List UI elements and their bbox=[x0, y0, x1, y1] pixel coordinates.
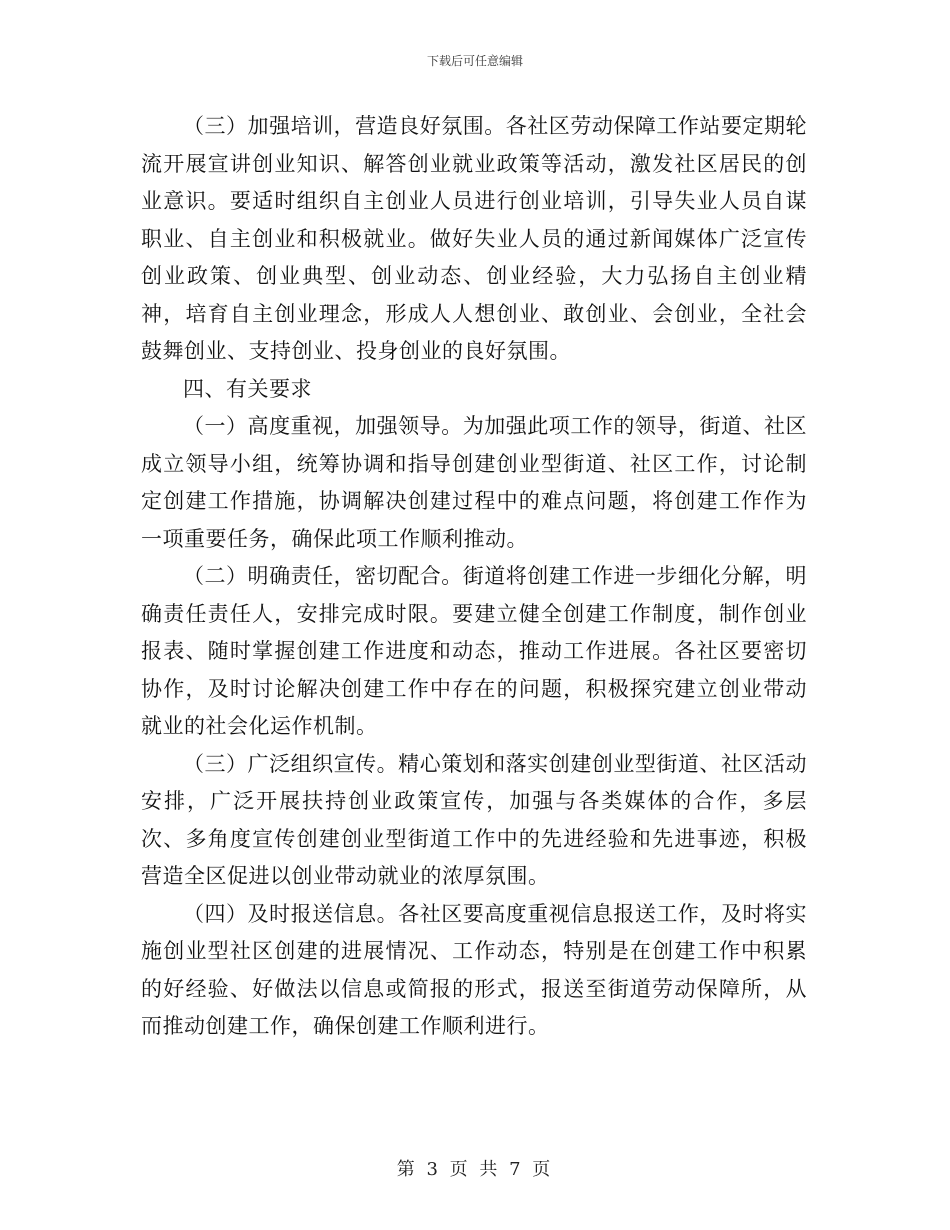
page-number: 第 3 页 共 7 页 bbox=[396, 1159, 554, 1180]
header-note: 下载后可任意编辑 bbox=[426, 54, 523, 68]
page-footer bbox=[0, 1155, 950, 1181]
paragraph-leadership: （一）高度重视，加强领导。为加强此项工作的领导，街道、社区成立领导小组，统筹协调和指导创建创业型街道、社区工作，讨论制定创建工作措施，协调解决创建过程中的难点问题，将创建工作作为一项重要任务，确保此项工作顺利推动。 bbox=[141, 414, 807, 551]
paragraph-responsibility: （二）明确责任，密切配合。街道将创建工作进一步细化分解，明确责任责任人，安排完成时限。要建立健全创建工作制度，制作创业报表、随时掌握创建工作进度和动态，推动工作进展。各社区要密切协作，及时讨论解决创建工作中存在的问题，积极探究建立创业带动就业的社会化运作机制。 bbox=[141, 564, 807, 738]
page-header bbox=[0, 52, 950, 69]
section-heading-requirements: 四、有关要求 bbox=[183, 376, 312, 401]
paragraph-publicity: （三）广泛组织宣传。精心策划和落实创建创业型街道、社区活动安排，广泛开展扶持创业政策宣传，加强与各类媒体的合作，多层次、多角度宣传创建创业型街道工作中的先进经验和先进事迹，积极营造全区促进以创业带动就业的浓厚氛围。 bbox=[141, 751, 807, 888]
paragraph-reporting: （四）及时报送信息。各社区要高度重视信息报送工作，及时将实施创业型社区创建的进展情况、工作动态，特别是在创建工作中积累的好经验、好做法以信息或简报的形式，报送至街道劳动保障所，从而推动创建工作，确保创建工作顺利进行。 bbox=[141, 901, 807, 1038]
document-body bbox=[141, 108, 807, 1046]
paragraph-training: （三）加强培训，营造良好氛围。各社区劳动保障工作站要定期轮流开展宣讲创业知识、解答创业就业政策等活动，激发社区居民的创业意识。要适时组织自主创业人员进行创业培训，引导失业人员自谋职业、自主创业和积极就业。做好失业人员的通过新闻媒体广泛宣传创业政策、创业典型、创业动态、创业经验，大力弘扬自主创业精神，培育自主创业理念，形成人人想创业、敢创业、会创业，全社会鼓舞创业、支持创业、投身创业的良好氛围。 bbox=[141, 114, 807, 363]
